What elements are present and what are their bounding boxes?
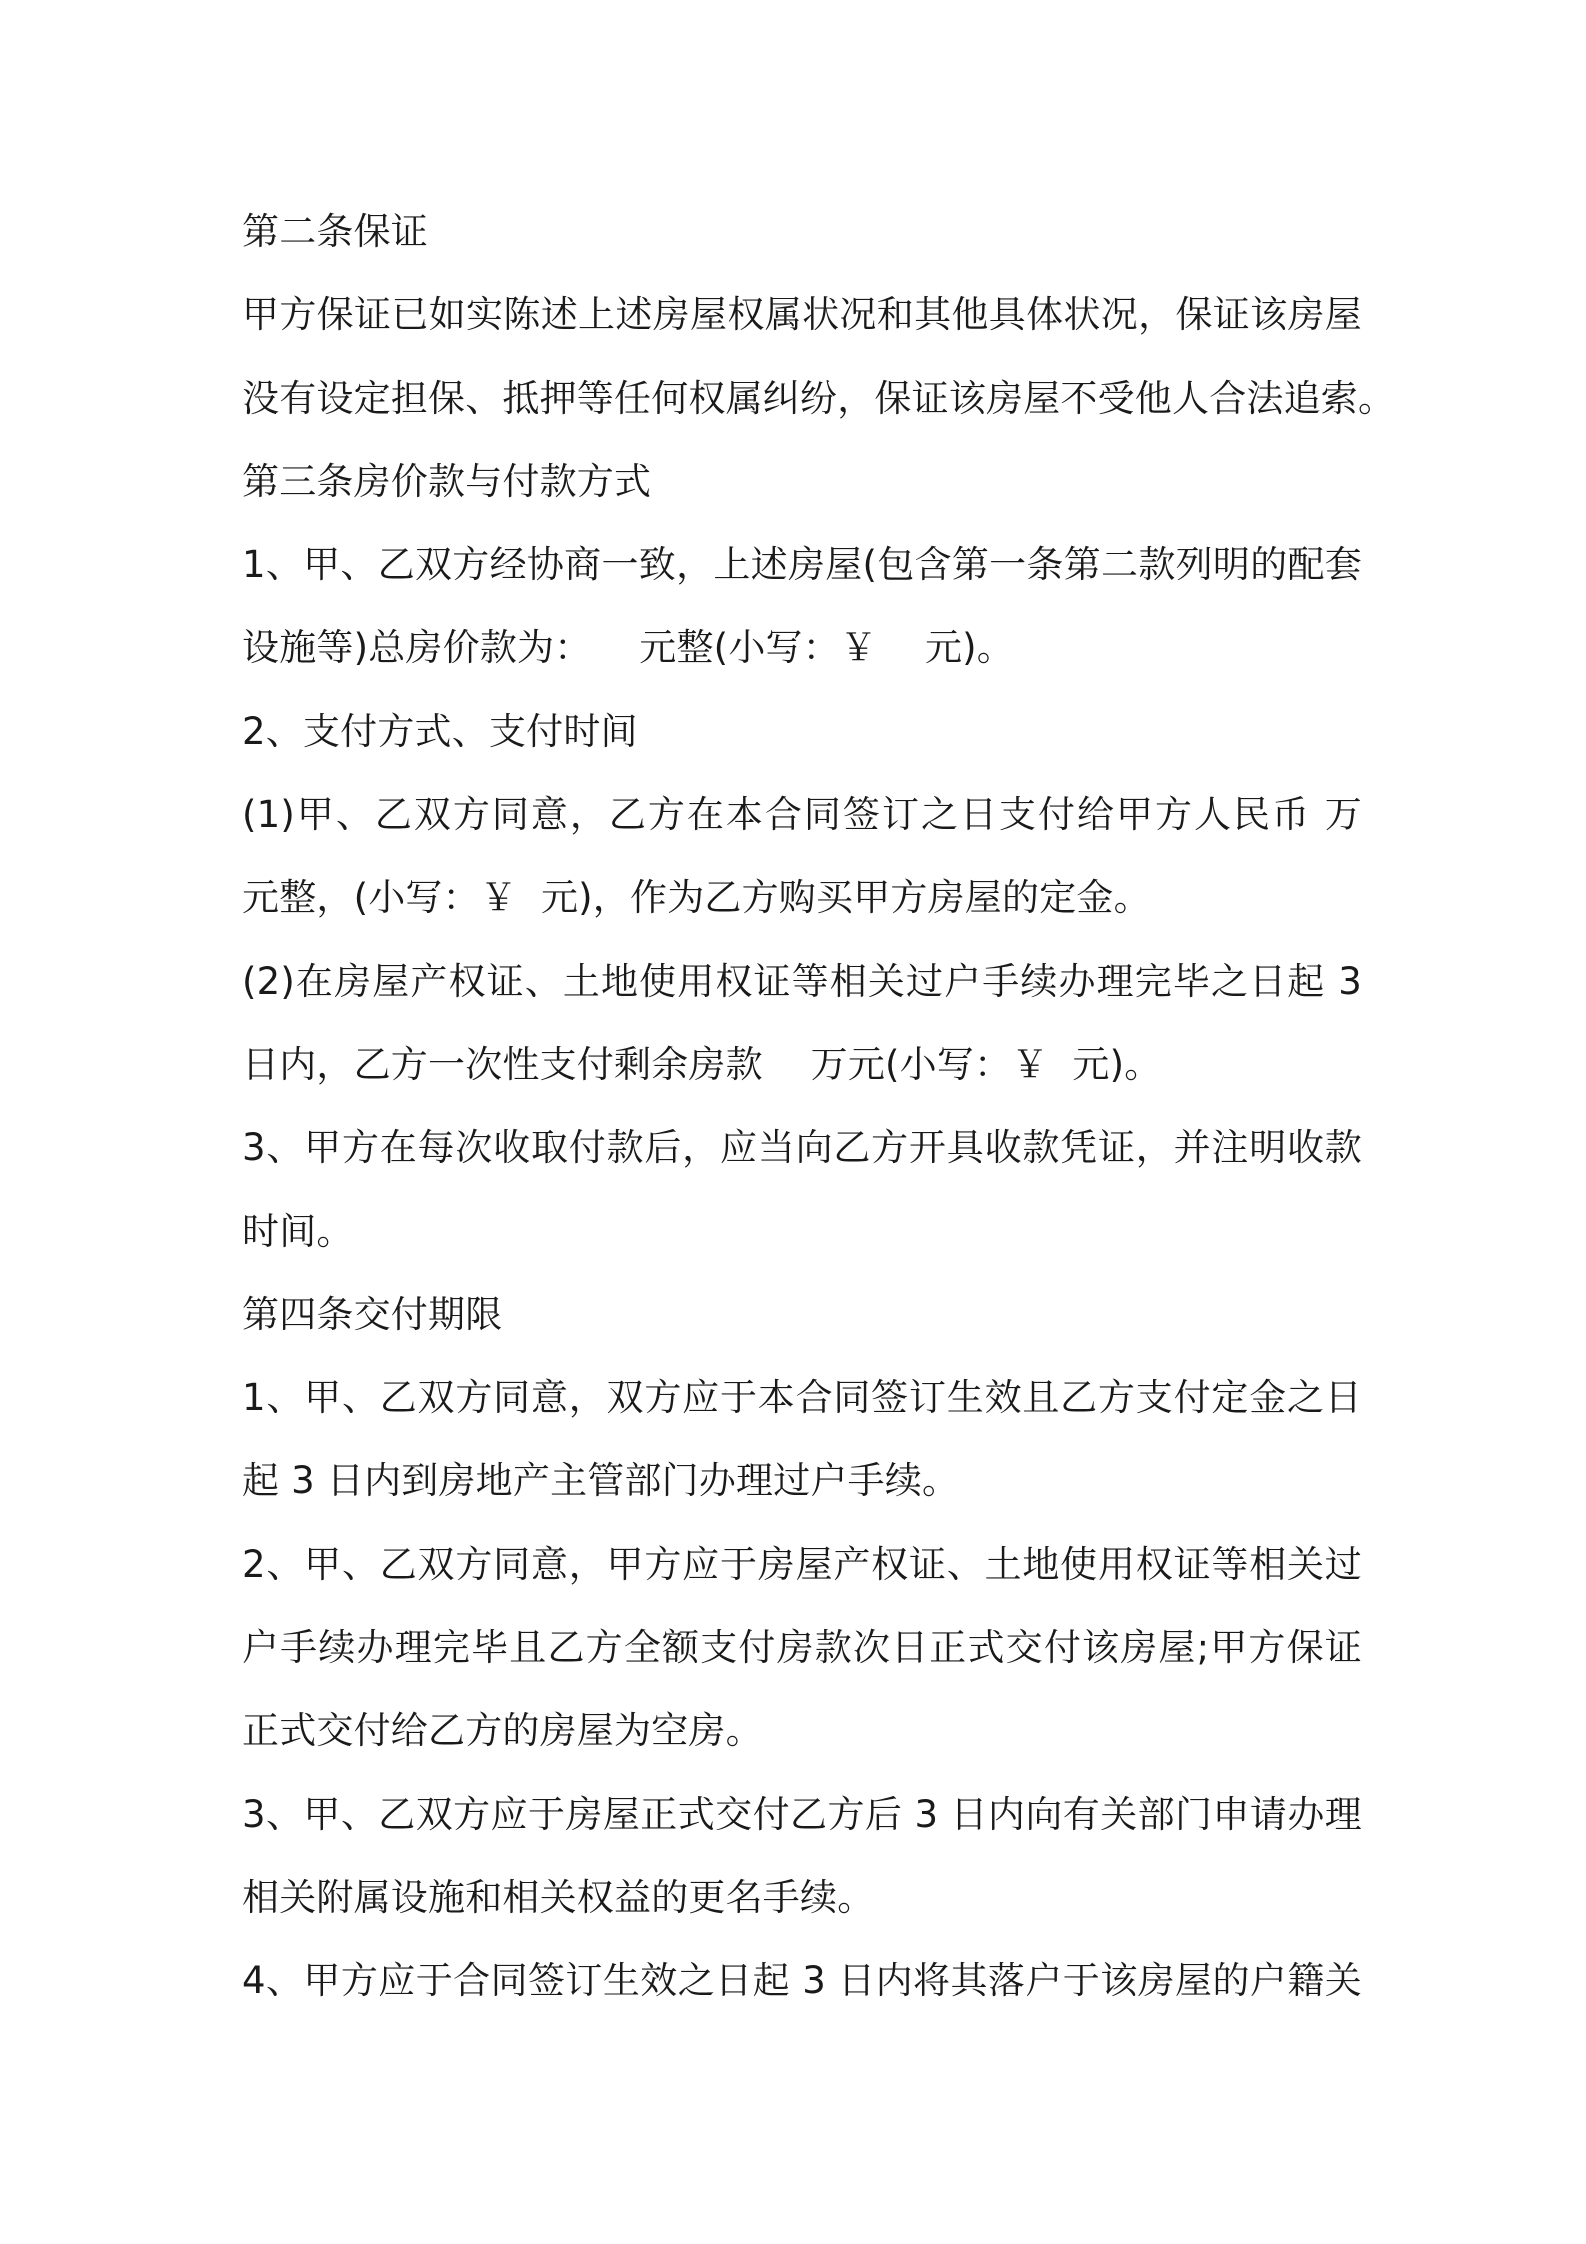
paragraph-line: 相关附属设施和相关权益的更名手续。 xyxy=(242,1875,875,1919)
paragraph-line: 3、甲方在每次收取付款后，应当向乙方开具收款凭证，并注明收款 xyxy=(242,1126,1362,1170)
paragraph-line: 时间。 xyxy=(242,1209,354,1253)
section-heading-article-2: 第二条保证 xyxy=(242,210,428,253)
paragraph-line: 户手续办理完毕且乙方全额支付房款次日正式交付该房屋;甲方保证 xyxy=(242,1626,1362,1670)
paragraph-line: 正式交付给乙方的房屋为空房。 xyxy=(242,1709,763,1753)
paragraph-line: 日内，乙方一次性支付剩余房款 万元(小写：￥ 元)。 xyxy=(242,1042,1162,1086)
paragraph-line: 2、支付方式、支付时间 xyxy=(242,709,638,753)
paragraph-line: 2、甲、乙双方同意，甲方应于房屋产权证、土地使用权证等相关过 xyxy=(242,1542,1362,1586)
paragraph-line: (1)甲、乙双方同意，乙方在本合同签订之日支付给甲方人民币 万 xyxy=(242,793,1362,837)
paragraph-line: 1、甲、乙双方经协商一致，上述房屋(包含第一条第二款列明的配套 xyxy=(242,543,1362,587)
paragraph-line: 4、甲方应于合同签订生效之日起 3 日内将其落户于该房屋的户籍关 xyxy=(242,1959,1362,2003)
section-heading-article-3: 第三条房价款与付款方式 xyxy=(242,459,652,503)
paragraph-line: (2)在房屋产权证、土地使用权证等相关过户手续办理完毕之日起 3 xyxy=(242,959,1362,1003)
paragraph-line: 1、甲、乙双方同意，双方应于本合同签订生效且乙方支付定金之日 xyxy=(242,1376,1362,1420)
document-body xyxy=(242,190,1396,2023)
paragraph-line: 甲方保证已如实陈述上述房屋权属状况和其他具体状况，保证该房屋 xyxy=(242,293,1362,337)
paragraph-line: 设施等)总房价款为： 元整(小写：￥ 元)。 xyxy=(242,626,1014,670)
paragraph-line: 3、甲、乙双方应于房屋正式交付乙方后 3 日内向有关部门申请办理 xyxy=(242,1792,1362,1836)
paragraph-line: 没有设定担保、抵押等任何权属纠纷，保证该房屋不受他人合法追索。 xyxy=(242,376,1396,420)
paragraph-line: 元整，(小写：￥ 元)，作为乙方购买甲方房屋的定金。 xyxy=(242,876,1151,920)
paragraph-line: 起 3 日内到房地产主管部门办理过户手续。 xyxy=(242,1459,960,1503)
section-heading-article-4: 第四条交付期限 xyxy=(242,1292,503,1336)
